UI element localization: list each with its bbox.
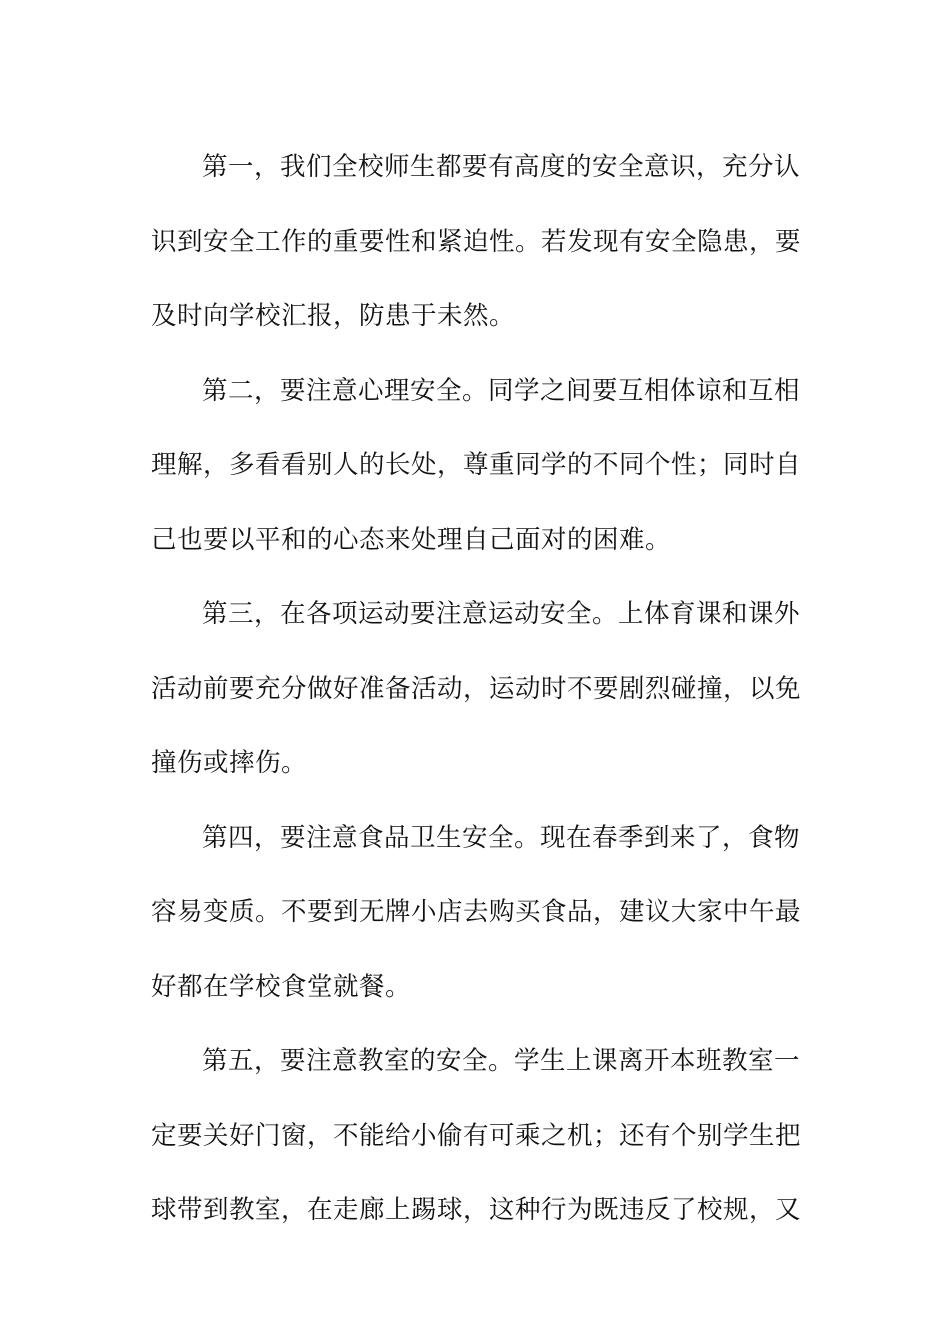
paragraph-2-line-2: 理解，多看看别人的长处，尊重同学的不同个性；同时自 bbox=[151, 450, 802, 480]
document-body bbox=[151, 130, 802, 1248]
paragraph-4-line-2: 容易变质。不要到无牌小店去购买食品，建议大家中午最 bbox=[151, 897, 802, 927]
paragraph-3-line-2: 活动前要充分做好准备活动，运动时不要剧烈碰撞，以免 bbox=[151, 673, 802, 704]
paragraph-3-line-3: 撞伤或摔伤。 bbox=[151, 748, 308, 778]
paragraph-2 bbox=[151, 354, 802, 578]
paragraph-3-line-1: 第三，在各项运动要注意运动安全。上体育课和课外 bbox=[202, 599, 801, 629]
paragraph-4-line-1: 第四，要注意食品卫生安全。现在春季到来了，食物 bbox=[202, 822, 801, 853]
paragraph-3 bbox=[151, 577, 802, 801]
paragraph-5-line-3: 球带到教室，在走廊上踢球，这种行为既违反了校规，又 bbox=[151, 1195, 802, 1225]
paragraph-5-line-2: 定要关好门窗，不能给小偷有可乘之机；还有个别学生把 bbox=[151, 1120, 802, 1151]
paragraph-2-line-1: 第二，要注意心理安全。同学之间要互相体谅和互相 bbox=[202, 375, 801, 406]
paragraph-1-line-1: 第一，我们全校师生都要有高度的安全意识，充分认 bbox=[202, 152, 801, 182]
paragraph-1-line-2: 识到安全工作的重要性和紧迫性。若发现有安全隐患，要 bbox=[151, 226, 802, 257]
paragraph-2-line-3: 己也要以平和的心态来处理自己面对的困难。 bbox=[151, 524, 672, 555]
paragraph-4-line-3: 好都在学校食堂就餐。 bbox=[151, 971, 412, 1002]
paragraph-1-line-3: 及时向学校汇报，防患于未然。 bbox=[151, 301, 516, 331]
paragraph-5 bbox=[151, 1024, 802, 1248]
paragraph-4 bbox=[151, 801, 802, 1025]
paragraph-1 bbox=[151, 130, 802, 354]
paragraph-5-line-1: 第五，要注意教室的安全。学生上课离开本班教室一 bbox=[202, 1046, 801, 1076]
